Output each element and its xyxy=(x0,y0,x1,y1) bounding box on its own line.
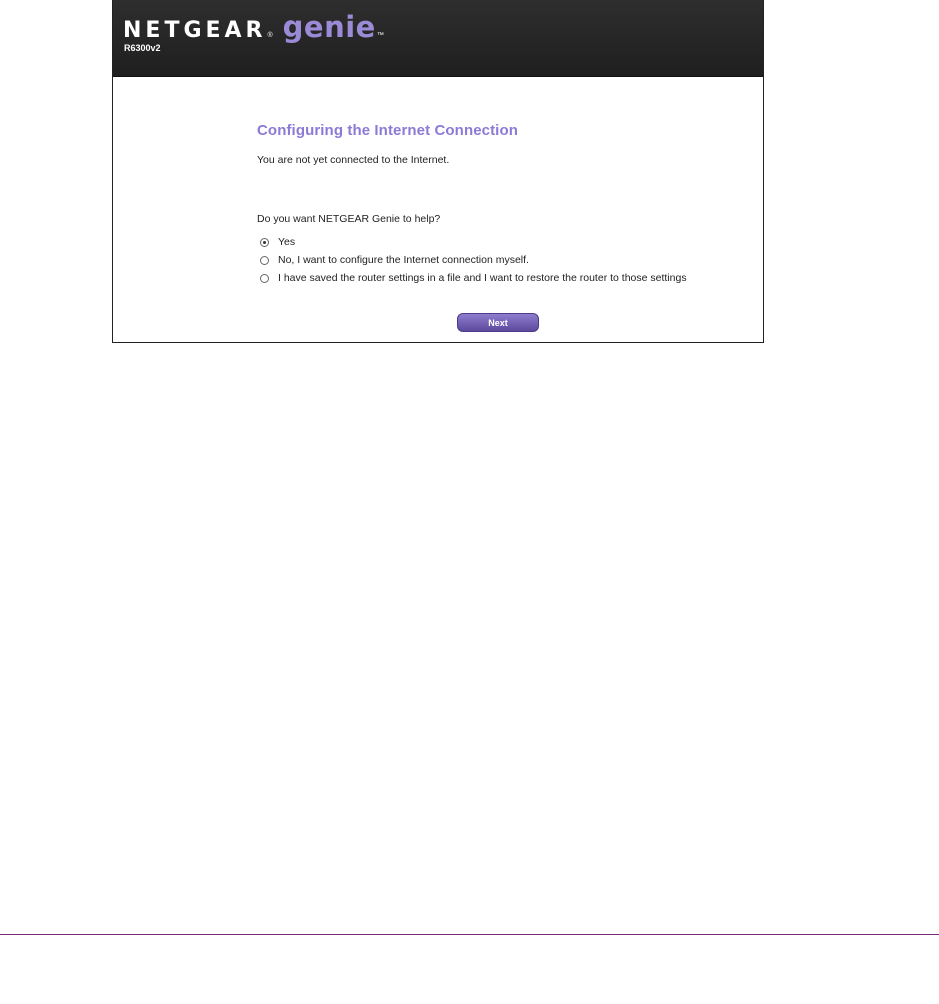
brand-netgear: NETGEAR xyxy=(123,18,267,43)
header-bar xyxy=(113,0,763,77)
radio-button-icon[interactable] xyxy=(260,238,269,247)
option-restore-settings[interactable] xyxy=(260,269,757,287)
radio-button-icon[interactable] xyxy=(260,256,269,265)
next-button[interactable]: Next xyxy=(457,313,539,332)
router-setup-window xyxy=(112,0,764,343)
setup-options-group xyxy=(260,233,757,287)
genie-help-question: Do you want NETGEAR Genie to help? xyxy=(257,213,441,225)
brand-genie: genie xyxy=(282,10,376,44)
radio-button-icon[interactable] xyxy=(260,274,269,283)
page-title: Configuring the Internet Connection xyxy=(257,122,518,139)
page-divider-line xyxy=(0,934,939,935)
option-manual-configure-label[interactable]: No, I want to configure the Internet connection myself. xyxy=(278,254,529,266)
option-yes[interactable] xyxy=(260,233,757,251)
brand-registered-mark: ® xyxy=(267,32,273,39)
option-manual-configure[interactable] xyxy=(260,251,757,269)
connection-status-text: You are not yet connected to the Internet. xyxy=(257,154,450,166)
netgear-genie-logo xyxy=(123,10,384,44)
main-content xyxy=(257,122,757,287)
router-model-label: R6300v2 xyxy=(124,43,161,53)
brand-trademark-mark: ™ xyxy=(376,32,384,39)
option-restore-settings-label[interactable]: I have saved the router settings in a file and I want to restore the router to those settings xyxy=(278,272,687,284)
option-yes-label[interactable]: Yes xyxy=(278,236,296,248)
